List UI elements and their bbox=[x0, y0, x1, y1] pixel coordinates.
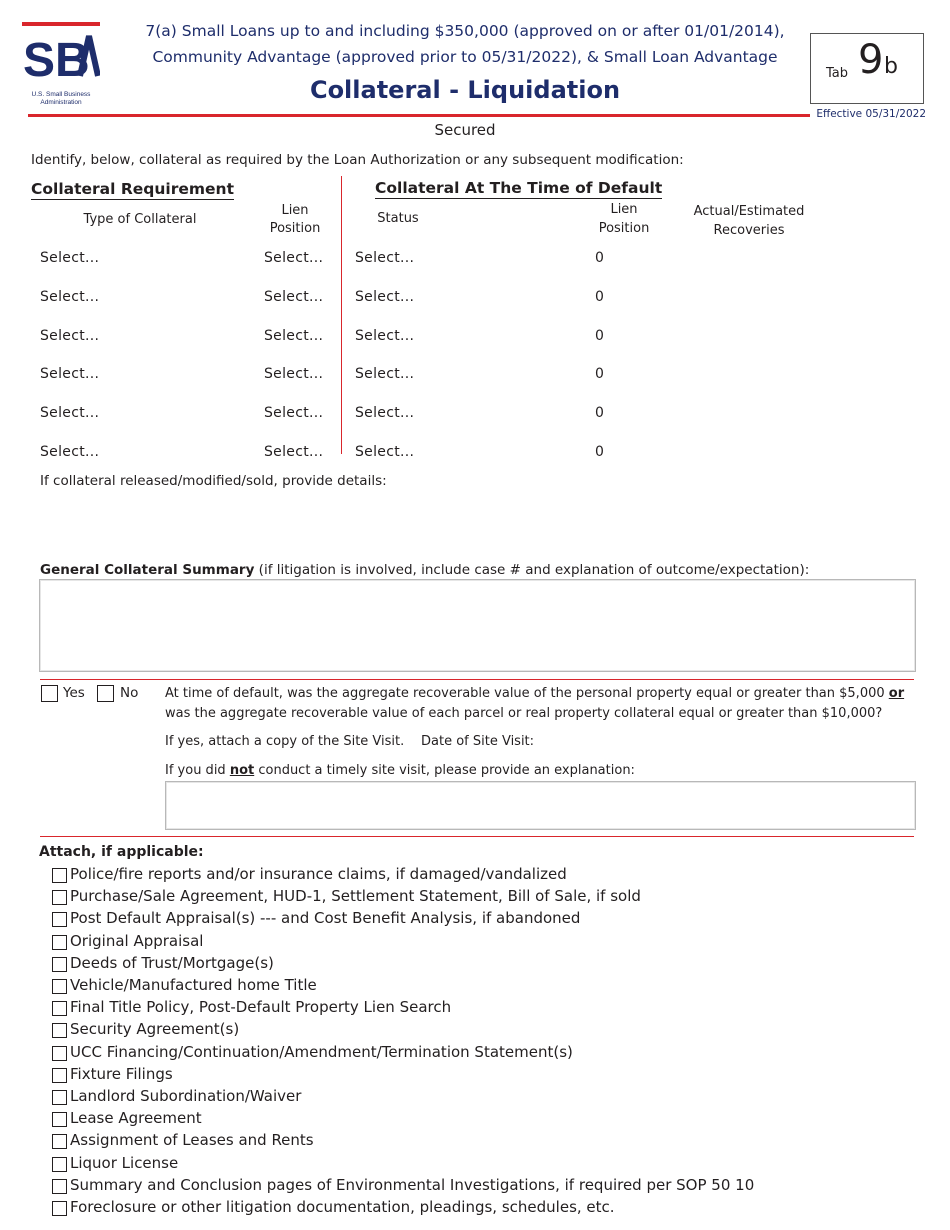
attachment-checkbox[interactable] bbox=[52, 1046, 67, 1061]
attachment-label: Post Default Appraisal(s) --- and Cost Benefit Analysis, if abandoned bbox=[70, 909, 581, 927]
attachment-checkbox[interactable] bbox=[52, 890, 67, 905]
collateral-type-select[interactable]: Select... bbox=[40, 289, 100, 305]
sba-logo bbox=[22, 22, 102, 112]
lien-position-select[interactable]: Select... bbox=[264, 405, 324, 421]
default-lien-position-value: 0 bbox=[595, 366, 605, 382]
col-type-of-collateral: Type of Collateral bbox=[83, 212, 197, 227]
requirement-heading: Collateral Requirement bbox=[31, 180, 234, 198]
attachment-checkbox[interactable] bbox=[52, 1157, 67, 1172]
attachment-checkbox[interactable] bbox=[52, 1201, 67, 1216]
attachment-label: Lease Agreement bbox=[70, 1109, 202, 1127]
attachment-label: Original Appraisal bbox=[70, 932, 204, 950]
col-status: Status bbox=[377, 211, 419, 226]
attachment-checkbox[interactable] bbox=[52, 868, 67, 883]
status-select[interactable]: Select... bbox=[355, 250, 415, 266]
tab-suffix: b bbox=[884, 54, 898, 79]
attachment-label: UCC Financing/Continuation/Amendment/Termination Statement(s) bbox=[70, 1043, 573, 1061]
attachment-checkbox[interactable] bbox=[52, 957, 67, 972]
yes-label: Yes bbox=[63, 685, 85, 701]
released-label: If collateral released/modified/sold, provide details: bbox=[40, 473, 387, 489]
lien-position-select[interactable]: Select... bbox=[264, 444, 324, 460]
column-divider bbox=[341, 176, 342, 454]
effective-date: Effective 05/31/2022 bbox=[816, 108, 926, 120]
tab-label: Tab bbox=[826, 66, 849, 81]
explain-part-a: If you did bbox=[165, 763, 230, 778]
summary-rule bbox=[40, 679, 914, 680]
header-rule bbox=[28, 114, 810, 117]
lien-position-select[interactable]: Select... bbox=[264, 250, 324, 266]
summary-label-bold: General Collateral Summary bbox=[40, 562, 255, 578]
status-select[interactable]: Select... bbox=[355, 366, 415, 382]
sba-logo-mark bbox=[22, 22, 100, 84]
attachment-checkbox[interactable] bbox=[52, 1090, 67, 1105]
summary-label-rest: (if litigation is involved, include case # and explanation of outcome/expectation): bbox=[254, 562, 810, 578]
no-label: No bbox=[120, 685, 139, 701]
page-title: Collateral - Liquidation bbox=[309, 76, 621, 104]
attachment-checkbox[interactable] bbox=[52, 935, 67, 950]
summary-label bbox=[40, 562, 809, 578]
date-of-site-visit-label: Date of Site Visit: bbox=[421, 734, 535, 749]
attachment-label: Final Title Policy, Post-Default Property Lien Search bbox=[70, 998, 452, 1016]
attachment-label: Fixture Filings bbox=[70, 1065, 173, 1083]
explanation-label bbox=[165, 763, 635, 778]
collateral-type-select[interactable]: Select... bbox=[40, 444, 100, 460]
attachment-checkbox[interactable] bbox=[52, 912, 67, 927]
col-default-lien-line1: Lien bbox=[610, 202, 638, 217]
attachment-label: Foreclosure or other litigation documentation, pleadings, schedules, etc. bbox=[70, 1198, 615, 1216]
collateral-type-select[interactable]: Select... bbox=[40, 366, 100, 382]
collateral-type-select[interactable]: Select... bbox=[40, 405, 100, 421]
attachment-checkbox[interactable] bbox=[52, 1112, 67, 1127]
no-checkbox[interactable] bbox=[97, 685, 114, 702]
attachment-checkbox[interactable] bbox=[52, 1068, 67, 1083]
explain-not: not bbox=[229, 763, 255, 778]
agency-name-line2: Administration bbox=[40, 99, 82, 106]
attachment-label: Security Agreement(s) bbox=[70, 1020, 240, 1038]
date-of-site-visit-input[interactable] bbox=[535, 730, 735, 750]
default-lien-position-value: 0 bbox=[595, 328, 605, 344]
col-lien-line1: Lien bbox=[281, 203, 309, 218]
explain-part-b: conduct a timely site visit, please provide an explanation: bbox=[254, 763, 635, 778]
attachment-checkbox[interactable] bbox=[52, 979, 67, 994]
explanation-textarea[interactable] bbox=[165, 781, 916, 830]
status-select[interactable]: Select... bbox=[355, 405, 415, 421]
recoveries-input[interactable] bbox=[690, 364, 810, 386]
attach-site-visit-label: If yes, attach a copy of the Site Visit. bbox=[165, 734, 405, 749]
attachment-label: Vehicle/Manufactured home Title bbox=[70, 976, 317, 994]
summary-textarea[interactable] bbox=[39, 579, 916, 672]
tab-number: 9 bbox=[858, 37, 884, 83]
recoveries-input[interactable] bbox=[690, 326, 810, 348]
attachment-label: Assignment of Leases and Rents bbox=[70, 1131, 314, 1149]
default-heading: Collateral At The Time of Default bbox=[375, 179, 663, 197]
site-visit-question bbox=[165, 684, 905, 723]
site-visit-rule bbox=[40, 836, 914, 837]
attachment-label: Landlord Subordination/Waiver bbox=[70, 1087, 302, 1105]
tab-box bbox=[810, 33, 924, 104]
lien-position-select[interactable]: Select... bbox=[264, 328, 324, 344]
attachment-checkbox[interactable] bbox=[52, 1179, 67, 1194]
attachment-checkbox[interactable] bbox=[52, 1001, 67, 1016]
attachment-label: Summary and Conclusion pages of Environmental Investigations, if required per SOP 50 10 bbox=[70, 1176, 755, 1194]
question-or: or bbox=[888, 686, 905, 701]
attachment-label: Police/fire reports and/or insurance claims, if damaged/vandalized bbox=[70, 865, 567, 883]
attachment-label: Purchase/Sale Agreement, HUD-1, Settlement Statement, Bill of Sale, if sold bbox=[70, 887, 641, 905]
col-default-lien-line2: Position bbox=[598, 221, 650, 236]
recoveries-input[interactable] bbox=[690, 248, 810, 270]
recoveries-input[interactable] bbox=[690, 403, 810, 425]
lien-position-select[interactable]: Select... bbox=[264, 366, 324, 382]
status-select[interactable]: Select... bbox=[355, 444, 415, 460]
recoveries-input[interactable] bbox=[690, 442, 810, 464]
default-lien-position-value: 0 bbox=[595, 444, 605, 460]
question-part-a: At time of default, was the aggregate recoverable value of the personal property equal or greater than $5,000 bbox=[165, 686, 889, 701]
agency-name-line1: U.S. Small Business bbox=[31, 91, 91, 98]
col-recoveries-line1: Actual/Estimated bbox=[693, 204, 805, 219]
default-lien-position-value: 0 bbox=[595, 250, 605, 266]
subtitle-line2: Community Advantage (approved prior to 05/31/2022), & Small Loan Advantage bbox=[152, 48, 778, 66]
lien-position-select[interactable]: Select... bbox=[264, 289, 324, 305]
instructions: Identify, below, collateral as required by the Loan Authorization or any subsequent modification: bbox=[31, 152, 684, 168]
collateral-type-select[interactable]: Select... bbox=[40, 250, 100, 266]
status-select[interactable]: Select... bbox=[355, 328, 415, 344]
col-lien-line2: Position bbox=[269, 221, 321, 236]
attachment-checkbox[interactable] bbox=[52, 1023, 67, 1038]
attachment-label: Liquor License bbox=[70, 1154, 179, 1172]
attach-heading: Attach, if applicable: bbox=[39, 844, 204, 860]
collateral-type-select[interactable]: Select... bbox=[40, 328, 100, 344]
section-label: Secured bbox=[434, 121, 496, 139]
svg-text:SB: SB bbox=[23, 34, 90, 84]
default-lien-position-value: 0 bbox=[595, 405, 605, 421]
attachment-checkbox[interactable] bbox=[52, 1134, 67, 1149]
status-select[interactable]: Select... bbox=[355, 289, 415, 305]
default-lien-position-value: 0 bbox=[595, 289, 605, 305]
attachment-label: Deeds of Trust/Mortgage(s) bbox=[70, 954, 274, 972]
yes-checkbox[interactable] bbox=[41, 685, 58, 702]
col-recoveries-line2: Recoveries bbox=[713, 223, 785, 238]
recoveries-input[interactable] bbox=[690, 287, 810, 309]
question-part-b: was the aggregate recoverable value of each parcel or real property collateral equal or greater than $10,000? bbox=[165, 705, 883, 721]
subtitle-line1: 7(a) Small Loans up to and including $350,000 (approved on or after 01/01/2014), bbox=[145, 22, 785, 40]
